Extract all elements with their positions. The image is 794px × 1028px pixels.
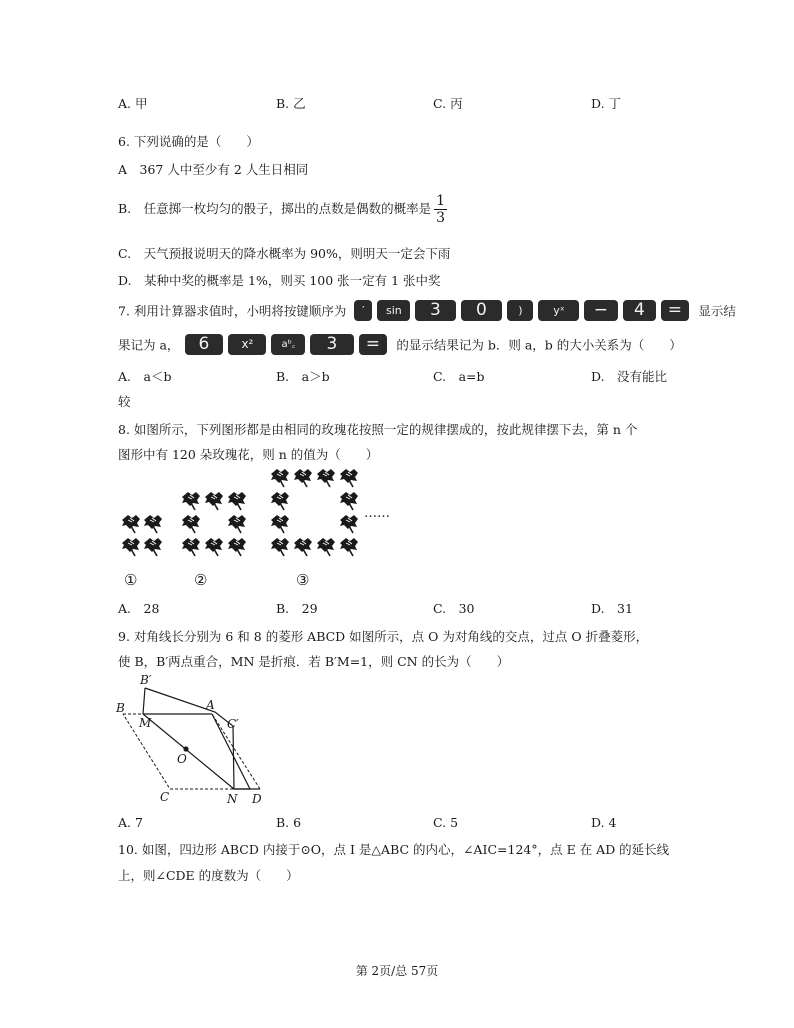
q10-line2: 上，则∠CDE 的度数为（ ） [118, 868, 299, 883]
q9-option-a: A. 7 [118, 815, 143, 830]
q7-option-d: D. 没有能比 [591, 369, 668, 384]
q6-option-b-text: B. 任意掷一枚均匀的骰子，掷出的点数是偶数的概率是 [118, 201, 432, 216]
q6-option-c: C. 天气预报说明天的降水概率为 90%，则明天一定会下雨 [118, 246, 451, 261]
rose-icon [203, 491, 225, 511]
label-b: B [116, 701, 125, 715]
q5-option-d: D. 丁 [591, 96, 622, 111]
rose-icon [338, 468, 360, 488]
q7-line2-text: 果记为 a， [118, 337, 180, 353]
q9-rhombus-figure [112, 670, 272, 810]
rose-icon [142, 514, 164, 534]
q9-options [118, 815, 678, 833]
calc-key-power: yˣ [538, 300, 579, 321]
q9-line1: 9. 对角线长分别为 6 和 8 的菱形 ABCD 如图所示，点 O 为对角线的交点，过点 O 折叠菱形， [118, 629, 649, 644]
rose-icon [180, 537, 202, 557]
label-d: D [252, 792, 262, 806]
point-o [183, 746, 188, 751]
calc-key-square: x² [228, 334, 266, 355]
q10-line1: 10. 如图，四边形 ABCD 内接于⊙O，点 I 是△ABC 的内心，∠AIC=124°，点 E 在 AD 的延长线 [118, 842, 670, 857]
q5-options [118, 94, 678, 112]
q7-line2-tail: 的显示结果记为 b．则 a，b 的大小关系为（ ） [396, 337, 682, 353]
q8-line2: 图形中有 120 朵玫瑰花，则 n 的值为（ ） [118, 447, 379, 462]
label-o: O [177, 752, 187, 766]
q8-option-c: C. 30 [433, 601, 475, 616]
q7-key-sequence-1 [354, 300, 698, 320]
calc-key-0: 0 [461, 300, 502, 321]
calc-key-6: 6 [185, 334, 223, 355]
q8-option-b: B. 29 [276, 601, 318, 616]
q8-option-a: A. 28 [118, 601, 160, 616]
q7-line1-tail: 显示结 [698, 303, 736, 319]
label-b-prime: B′ [140, 673, 152, 687]
q5-option-a: A. 甲 [118, 96, 148, 111]
q6-stem: 6. 下列说确的是（ ） [118, 134, 259, 149]
rose-icon [142, 537, 164, 557]
q9-option-b: B. 6 [276, 815, 302, 830]
rose-icon [269, 468, 291, 488]
q8-line1: 8. 如图所示，下列图形都是由相同的玫瑰花按照一定的规律摆成的，按此规律摆下去，第 n 个 [118, 422, 638, 437]
rose-icon [180, 514, 202, 534]
rose-icon [338, 537, 360, 557]
rose-icon [269, 514, 291, 534]
label-n: N [227, 792, 238, 806]
calc-key-equals-2: = [359, 334, 387, 355]
rose-icon [292, 537, 314, 557]
label-m: M [139, 716, 152, 730]
q7-key-sequence-2 [185, 334, 396, 354]
q7-line1-text: 7. 利用计算器求值时，小明将按键顺序为 [118, 303, 347, 319]
q7-option-d-continued: 较 [118, 394, 131, 409]
label-a: A [206, 698, 215, 712]
q6-option-b [118, 194, 447, 234]
q7-option-b: B. a＞b [276, 369, 330, 384]
rose-icon [315, 537, 337, 557]
rose-icon [292, 468, 314, 488]
q6-option-d: D. 某种中奖的概率是 1%，则买 100 张一定有 1 张中奖 [118, 273, 441, 288]
rose-icon [226, 491, 248, 511]
q7-line1 [118, 300, 736, 322]
q5-option-b: B. 乙 [276, 96, 306, 111]
rose-icon [269, 537, 291, 557]
q6-option-a: A 367 人中至少有 2 人生日相同 [118, 162, 309, 177]
calc-key-sin: sin [377, 300, 410, 321]
page-footer: 第 2页/总 57页 [355, 964, 439, 978]
label-c-prime: C′ [227, 717, 239, 731]
q8-option-d: D. 31 [591, 601, 633, 616]
q9-option-c: C. 5 [433, 815, 459, 830]
rose-icon [203, 537, 225, 557]
rose-icon [338, 491, 360, 511]
q8-ellipsis: …… [364, 506, 390, 521]
segment-b-prime-m [143, 688, 145, 714]
rose-icon [315, 468, 337, 488]
calc-key-3: 3 [415, 300, 456, 321]
q8-figure-label-2: ② [194, 571, 208, 589]
calc-key-4: 4 [623, 300, 656, 321]
q6-fraction-denominator: 3 [436, 210, 446, 226]
calc-key-prime: ′ [354, 300, 372, 321]
q7-option-c: C. a=b [433, 369, 485, 384]
q7-option-a: A. a＜b [118, 369, 172, 384]
calc-key-3b: 3 [310, 334, 354, 355]
label-c: C [160, 790, 170, 804]
q8-figure-label-1: ① [124, 571, 138, 589]
q6-fraction [434, 194, 447, 225]
q7-line2 [118, 334, 682, 356]
q7-options [118, 367, 678, 385]
rose-icon [269, 491, 291, 511]
q5-option-c: C. 丙 [433, 96, 463, 111]
rose-icon [180, 491, 202, 511]
rose-icon [226, 514, 248, 534]
calc-key-equals: = [661, 300, 689, 321]
rose-icon [338, 514, 360, 534]
rose-icon [120, 537, 142, 557]
fold-line-mn [143, 714, 234, 789]
q8-figure-label-3: ③ [296, 571, 310, 589]
calc-key-minus: − [584, 300, 618, 321]
q9-option-d: D. 4 [591, 815, 617, 830]
q6-fraction-numerator: 1 [436, 193, 446, 209]
q8-options [118, 599, 678, 617]
calc-key-fraction: aᵇ꜀ [271, 334, 305, 355]
rose-icon [120, 514, 142, 534]
calc-key-close-paren: ) [507, 300, 533, 321]
rose-icon [226, 537, 248, 557]
q9-line2: 使 B，B′两点重合，MN 是折痕．若 B′M=1，则 CN 的长为（ ） [118, 654, 510, 669]
